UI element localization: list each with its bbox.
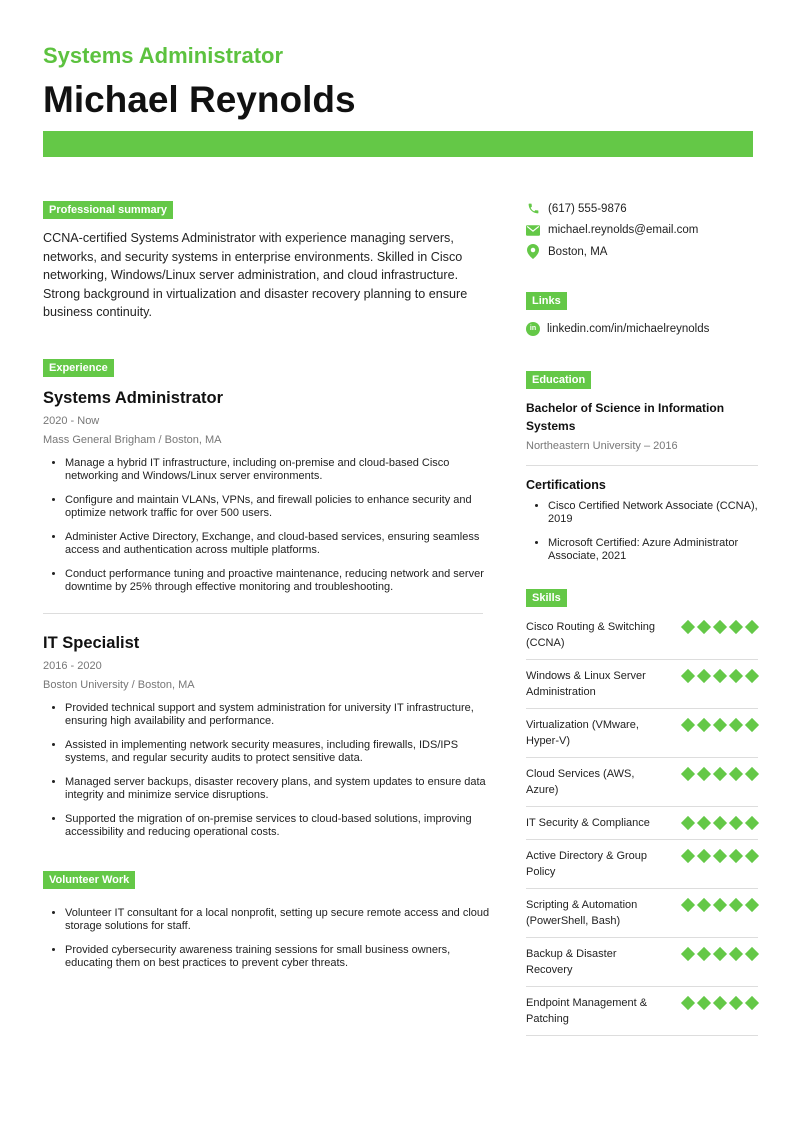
rating-diamond-icon	[744, 815, 758, 829]
rating-diamond-icon	[744, 766, 758, 780]
rating-diamond-icon	[680, 619, 694, 633]
experience-entry	[43, 387, 498, 595]
rating-diamond-icon	[712, 946, 726, 960]
certification-item: • Microsoft Certified: Azure Administrator Associate, 2021	[548, 537, 758, 564]
rating-diamond-icon	[696, 766, 710, 780]
rating-diamond-icon	[728, 946, 742, 960]
rating-diamond-icon	[680, 717, 694, 731]
rating-diamond-icon	[744, 995, 758, 1009]
job-bullet: • Managed server backups, disaster recovery plans, and system updates to ensure data integrity and minimize service disruptions.	[65, 776, 498, 803]
rating-diamond-icon	[696, 946, 710, 960]
phone-number[interactable]: (617) 555-9876	[548, 202, 627, 215]
contact-location	[526, 241, 758, 263]
rating-diamond-icon	[728, 668, 742, 682]
resume-header	[43, 40, 753, 124]
rating-diamond-icon	[744, 897, 758, 911]
skill-name: Active Directory & Group Policy	[526, 849, 648, 878]
rating-diamond-icon	[680, 897, 694, 911]
rating-diamond-icon	[680, 766, 694, 780]
location-text: Boston, MA	[548, 245, 608, 258]
education-heading: Education	[526, 371, 591, 389]
rating-diamond-icon	[728, 995, 742, 1009]
skill-name: Cisco Routing & Switching (CCNA)	[526, 620, 656, 649]
job-bullet: • Configure and maintain VLANs, VPNs, and firewall policies to enhance security and optimize network traffic for over 500 users.	[65, 494, 498, 521]
email-address[interactable]: michael.reynolds@email.com	[548, 224, 699, 237]
skill-name: Virtualization (VMware, Hyper-V)	[526, 718, 639, 747]
skill-row	[526, 611, 758, 660]
email-icon	[526, 223, 540, 237]
links-heading: Links	[526, 292, 567, 310]
rating-diamond-icon	[744, 848, 758, 862]
summary-heading: Professional summary	[43, 201, 173, 219]
skill-rating	[681, 621, 758, 633]
skill-row	[526, 987, 758, 1036]
job-dates: 2016 - 2020	[43, 659, 102, 672]
skills-heading: Skills	[526, 589, 567, 607]
job-bullet: • Administer Active Directory, Exchange, and cloud-based services, ensuring seamless access and authentication across multiple platforms.	[65, 531, 498, 558]
links-section	[526, 291, 758, 336]
rating-diamond-icon	[680, 668, 694, 682]
education-section	[526, 370, 758, 564]
rating-diamond-icon	[712, 848, 726, 862]
volunteer-section	[43, 870, 498, 971]
rating-diamond-icon	[728, 766, 742, 780]
rating-diamond-icon	[680, 946, 694, 960]
contact-phone	[526, 198, 758, 220]
job-bullets	[43, 457, 498, 595]
rating-diamond-icon	[728, 848, 742, 862]
job-bullet: • Supported the migration of on-premise services to cloud-based solutions, improving accessibility and reducing operational costs.	[65, 813, 498, 840]
rating-diamond-icon	[712, 995, 726, 1009]
job-bullet: • Manage a hybrid IT infrastructure, including on-premise and cloud-based Cisco networking and Windows/Linux server environments.	[65, 457, 498, 484]
left-column	[43, 200, 498, 981]
section-divider	[43, 613, 483, 614]
linkedin-url[interactable]: linkedin.com/in/michaelreynolds	[547, 322, 710, 335]
job-bullet: • Conduct performance tuning and proactive maintenance, reducing network and server downtime by 25% through effective monitoring and troubleshooting.	[65, 568, 498, 595]
skill-name: Scripting & Automation (PowerShell, Bash)	[526, 898, 638, 927]
skill-rating	[681, 997, 758, 1009]
skill-row	[526, 758, 758, 807]
skills-list	[526, 611, 758, 1036]
skill-name: Cloud Services (AWS, Azure)	[526, 767, 635, 796]
rating-diamond-icon	[744, 668, 758, 682]
rating-diamond-icon	[696, 995, 710, 1009]
degree-title: Bachelor of Science in Information Systems	[526, 400, 725, 433]
rating-diamond-icon	[728, 815, 742, 829]
skill-name: Endpoint Management & Patching	[526, 996, 648, 1025]
rating-diamond-icon	[696, 848, 710, 862]
right-column	[526, 198, 758, 1036]
skill-rating	[681, 670, 758, 682]
skill-row	[526, 938, 758, 987]
certification-item: • Cisco Certified Network Associate (CCNA), 2019	[548, 500, 758, 527]
skill-row	[526, 889, 758, 938]
location-pin-icon	[526, 245, 540, 259]
rating-diamond-icon	[680, 995, 694, 1009]
volunteer-bullet: • Provided cybersecurity awareness training sessions for small business owners, educating them on best practices to prevent cyber threats.	[65, 944, 498, 971]
skill-rating	[681, 719, 758, 731]
rating-diamond-icon	[728, 717, 742, 731]
skill-rating	[681, 850, 758, 862]
job-title: Systems Administrator	[43, 43, 284, 68]
rating-diamond-icon	[744, 717, 758, 731]
skill-rating	[681, 768, 758, 780]
certifications-list	[526, 500, 758, 564]
rating-diamond-icon	[680, 815, 694, 829]
job-role: Systems Administrator	[43, 388, 224, 407]
skill-rating	[681, 899, 758, 911]
linkedin-icon: in	[526, 322, 540, 336]
rating-diamond-icon	[744, 619, 758, 633]
summary-section	[43, 200, 498, 322]
education-divider	[526, 465, 758, 466]
candidate-name: Michael Reynolds	[43, 79, 356, 120]
skill-name: Backup & Disaster Recovery	[526, 947, 617, 976]
skill-name: IT Security & Compliance	[526, 816, 650, 829]
job-organization: Boston University / Boston, MA	[43, 678, 195, 691]
certifications-heading: Certifications	[526, 477, 606, 492]
rating-diamond-icon	[744, 946, 758, 960]
skill-row	[526, 840, 758, 889]
experience-entry	[43, 632, 498, 840]
skill-row	[526, 660, 758, 709]
rating-diamond-icon	[712, 897, 726, 911]
rating-diamond-icon	[728, 897, 742, 911]
job-role: IT Specialist	[43, 633, 140, 652]
rating-diamond-icon	[696, 619, 710, 633]
skill-row	[526, 807, 758, 840]
skill-name: Windows & Linux Server Administration	[526, 669, 646, 698]
skill-rating	[681, 817, 758, 829]
rating-diamond-icon	[728, 619, 742, 633]
rating-diamond-icon	[712, 619, 726, 633]
skill-rating	[681, 948, 758, 960]
summary-text: CCNA-certified Systems Administrator with experience managing servers, networks, and security systems in enterprise environments. Skilled in Cisco networking, Windows/Linux server administration, and cloud infrastructure. Strong background in virtualization and disaster recovery planning to ensure business continuity.	[43, 231, 468, 319]
rating-diamond-icon	[696, 815, 710, 829]
rating-diamond-icon	[696, 897, 710, 911]
rating-diamond-icon	[712, 766, 726, 780]
volunteer-heading: Volunteer Work	[43, 871, 135, 889]
contact-section	[526, 198, 758, 263]
experience-section	[43, 358, 498, 840]
phone-icon	[526, 202, 540, 216]
rating-diamond-icon	[696, 668, 710, 682]
rating-diamond-icon	[696, 717, 710, 731]
linkedin-link[interactable]	[526, 322, 758, 336]
volunteer-bullets	[43, 907, 498, 971]
skills-section	[526, 588, 758, 1036]
experience-heading: Experience	[43, 359, 114, 377]
rating-diamond-icon	[712, 717, 726, 731]
school-name: Northeastern University – 2016	[526, 439, 678, 452]
job-bullet: • Provided technical support and system administration for university IT infrastructure, ensuring high availability and performance.	[65, 702, 498, 729]
job-dates: 2020 - Now	[43, 414, 100, 427]
skill-row	[526, 709, 758, 758]
job-organization: Mass General Brigham / Boston, MA	[43, 433, 222, 446]
header-accent-bar	[43, 131, 753, 157]
rating-diamond-icon	[680, 848, 694, 862]
volunteer-bullet: • Volunteer IT consultant for a local nonprofit, setting up secure remote access and cloud storage solutions for staff.	[65, 907, 498, 934]
rating-diamond-icon	[712, 815, 726, 829]
contact-email	[526, 220, 758, 242]
job-bullet: • Assisted in implementing network security measures, including firewalls, IDS/IPS systems, and regular security audits to protect sensitive data.	[65, 739, 498, 766]
rating-diamond-icon	[712, 668, 726, 682]
job-bullets	[43, 702, 498, 840]
